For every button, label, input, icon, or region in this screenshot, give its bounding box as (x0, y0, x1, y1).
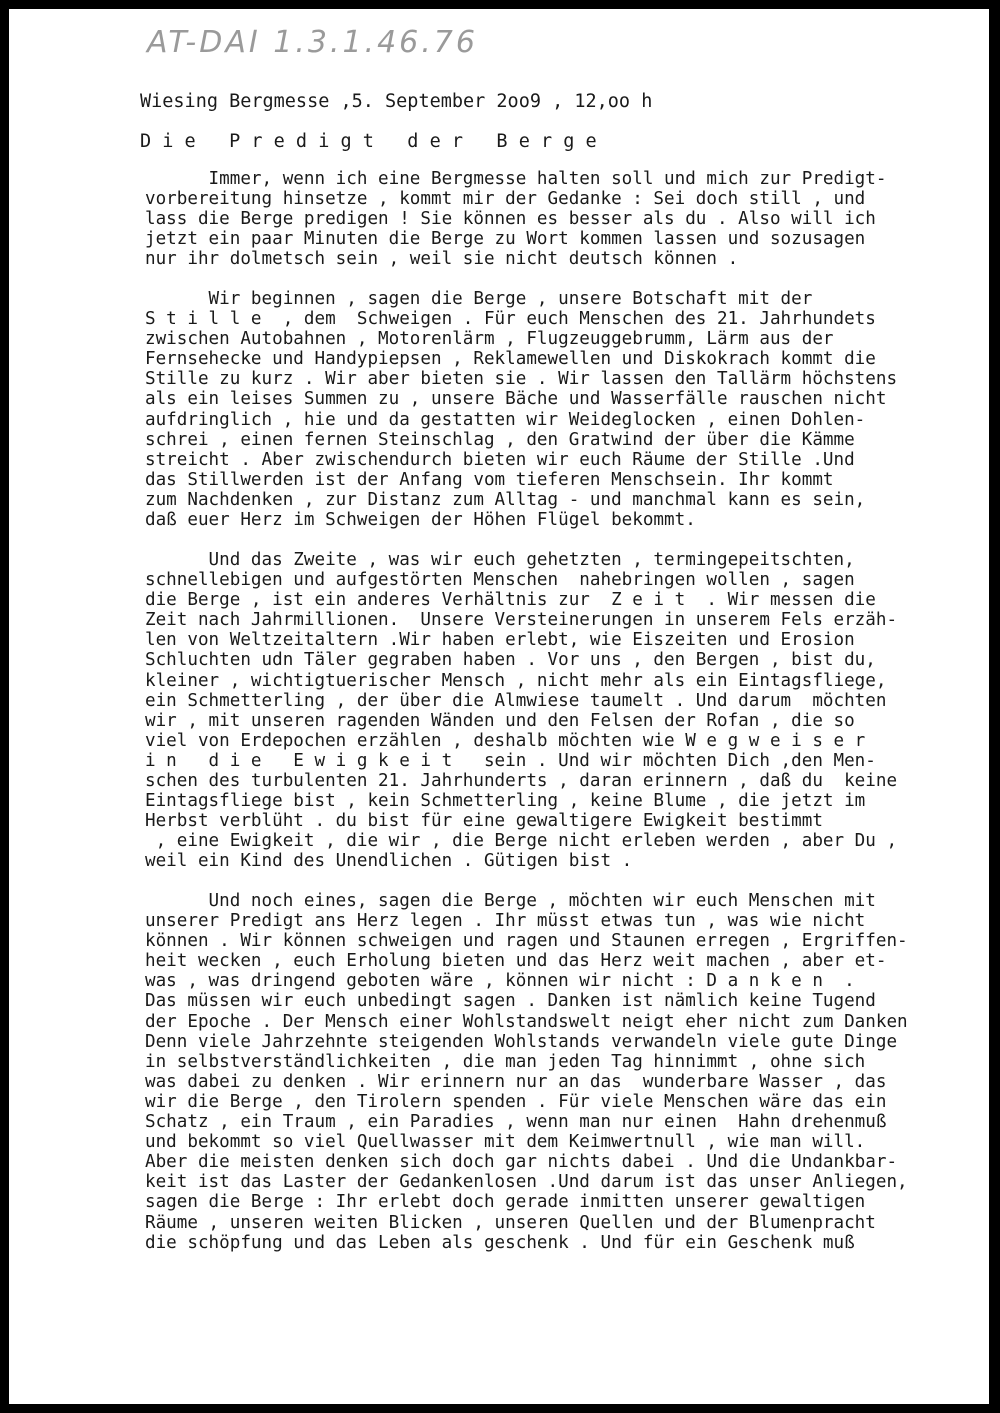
paragraph-1 (145, 169, 886, 269)
text-line: zwischen Autobahnen , Motorenlärm , Flugzeuggebrumm, Lärm aus der (145, 329, 834, 350)
text-line: streicht . Aber zwischendurch bieten wir euch Räume der Stille .Und (145, 449, 855, 470)
text-line: Zeit nach Jahrmillionen. Unsere Versteinerungen in unserem Fels erzäh- (145, 610, 898, 631)
text-line: S t i l l e , dem Schweigen . Für euch Menschen des 21. Jahrhundets (145, 309, 876, 330)
text-line: kleiner , wichtigtuerischer Mensch , nicht mehr als ein Eintagsfliege, (145, 670, 887, 691)
text-line: Schatz , ein Traum , ein Paradies , wenn man nur einen Hahn drehenmuß (145, 1112, 887, 1133)
paragraph-4 (145, 891, 908, 1253)
text-line: das Stillwerden ist der Anfang vom tieferen Menschsein. Ihr kommt (145, 469, 834, 490)
text-line: , eine Ewigkeit , die wir , die Berge nicht erleben werden , aber Du , (145, 831, 898, 852)
text-line: unserer Predigt ans Herz legen . Ihr müsst etwas tun , was wie nicht (145, 911, 866, 932)
text-line: daß euer Herz im Schweigen der Höhen Flügel bekommt. (145, 510, 696, 531)
text-line: ein Schmetterling , der über die Almwiese taumelt . Und darum möchten (145, 690, 887, 711)
text-line: Und noch eines, sagen die Berge , möchten wir euch Menschen mit (145, 891, 876, 911)
text-line: wir , mit unseren ragenden Wänden und den Felsen der Rofan , die so (145, 710, 855, 731)
text-line: was , was dringend geboten wäre , können wir nicht : D a n k e n . (145, 971, 855, 992)
text-line: können . Wir können schweigen und ragen und Staunen erregen , Ergriffen- (145, 931, 908, 952)
document-header: Wiesing Bergmesse ,5. September 2oo9 , 12,oo h (140, 91, 653, 112)
text-line: Immer, wenn ich eine Bergmesse halten soll und mich zur Predigt- (145, 169, 887, 189)
text-line: Und das Zweite , was wir euch gehetzten , termingepeitschten, (145, 550, 855, 570)
text-line: Wir beginnen , sagen die Berge , unsere Botschaft mit der (145, 289, 813, 309)
document-page (9, 9, 989, 1404)
text-line: zum Nachdenken , zur Distanz zum Alltag - und manchmal kann es sein, (145, 489, 866, 510)
text-line: vorbereitung hinsetze , kommt mir der Gedanke : Sei doch still , und (145, 189, 866, 210)
document-title: D i e P r e d i g t d e r B e r g e (140, 131, 597, 152)
text-line: sagen die Berge : Ihr erlebt doch gerade inmitten unserer gewaltigen (145, 1192, 866, 1213)
text-line: weil ein Kind des Unendlichen . Gütigen bist . (145, 851, 633, 872)
archive-stamp: AT-DAI 1.3.1.46.76 (147, 25, 478, 60)
text-line: Das müssen wir euch unbedingt sagen . Danken ist nämlich keine Tugend (145, 991, 876, 1012)
text-line: i n d i e E w i g k e i t sein . Und wir möchten Dich ,den Men- (145, 750, 876, 771)
text-line: die Berge , ist ein anderes Verhältnis zur Z e i t . Wir messen die (145, 590, 876, 611)
text-line: in selbstverständlichkeiten , die man jeden Tag hinnimmt , ohne sich (145, 1051, 866, 1072)
text-line: Herbst verblüht . du bist für eine gewaltigere Ewigkeit bestimmt (145, 811, 823, 832)
paragraph-3 (145, 550, 897, 872)
text-line: als ein leises Summen zu , unsere Bäche und Wasserfälle rauschen nicht (145, 389, 887, 410)
text-line: die schöpfung und das Leben als geschenk . Und für ein Geschenk muß (145, 1232, 855, 1253)
text-line: heit wecken , euch Erholung bieten und das Herz weit machen , aber et- (145, 951, 887, 972)
paragraph-2 (145, 289, 897, 530)
text-line: Stille zu kurz . Wir aber bieten sie . Wir lassen den Tallärm höchstens (145, 369, 898, 390)
text-line: jetzt ein paar Minuten die Berge zu Wort kommen lassen und sozusagen (145, 229, 866, 250)
text-line: wir die Berge , den Tirolern spenden . Für viele Menschen wäre das ein (145, 1091, 887, 1112)
text-line: Fernsehecke und Handypiepsen , Reklamewellen und Diskokrach kommt die (145, 349, 876, 370)
text-line: lass die Berge predigen ! Sie können es besser als du . Also will ich (145, 209, 876, 230)
text-line: schrei , einen fernen Steinschlag , den Gratwind der über die Kämme (145, 429, 855, 450)
text-line: und bekommt so viel Quellwasser mit dem Keimwertnull , wie man will. (145, 1132, 866, 1153)
text-line: der Epoche . Der Mensch einer Wohlstandswelt neigt eher nicht zum Danken (145, 1011, 908, 1032)
text-line: len von Weltzeitaltern .Wir haben erlebt, wie Eiszeiten und Erosion (145, 630, 855, 651)
text-line: Räume , unseren weiten Blicken , unseren Quellen und der Blumenpracht (145, 1212, 876, 1233)
text-line: schnellebigen und aufgestörten Menschen nahebringen wollen , sagen (145, 570, 855, 591)
text-line: Denn viele Jahrzehnte steigenden Wohlstands verwandeln viele gute Dinge (145, 1031, 898, 1052)
text-line: aufdringlich , hie und da gestatten wir Weideglocken , einen Dohlen- (145, 409, 866, 430)
text-line: nur ihr dolmetsch sein , weil sie nicht deutsch können . (145, 249, 739, 270)
text-line: viel von Erdepochen erzählen , deshalb möchten wie W e g w e i s e r (145, 730, 866, 751)
text-line: Eintagsfliege bist , kein Schmetterling , keine Blume , die jetzt im (145, 791, 866, 812)
text-line: Schluchten udn Täler gegraben haben . Vor uns , den Bergen , bist du, (145, 650, 876, 671)
text-line: Aber die meisten denken sich doch gar nichts dabei . Und die Undankbar- (145, 1152, 898, 1173)
text-line: schen des turbulenten 21. Jahrhunderts , daran erinnern , daß du keine (145, 771, 898, 792)
text-line: was dabei zu denken . Wir erinnern nur an das wunderbare Wasser , das (145, 1071, 887, 1092)
text-line: keit ist das Laster der Gedankenlosen .Und darum ist das unser Anliegen, (145, 1172, 908, 1193)
